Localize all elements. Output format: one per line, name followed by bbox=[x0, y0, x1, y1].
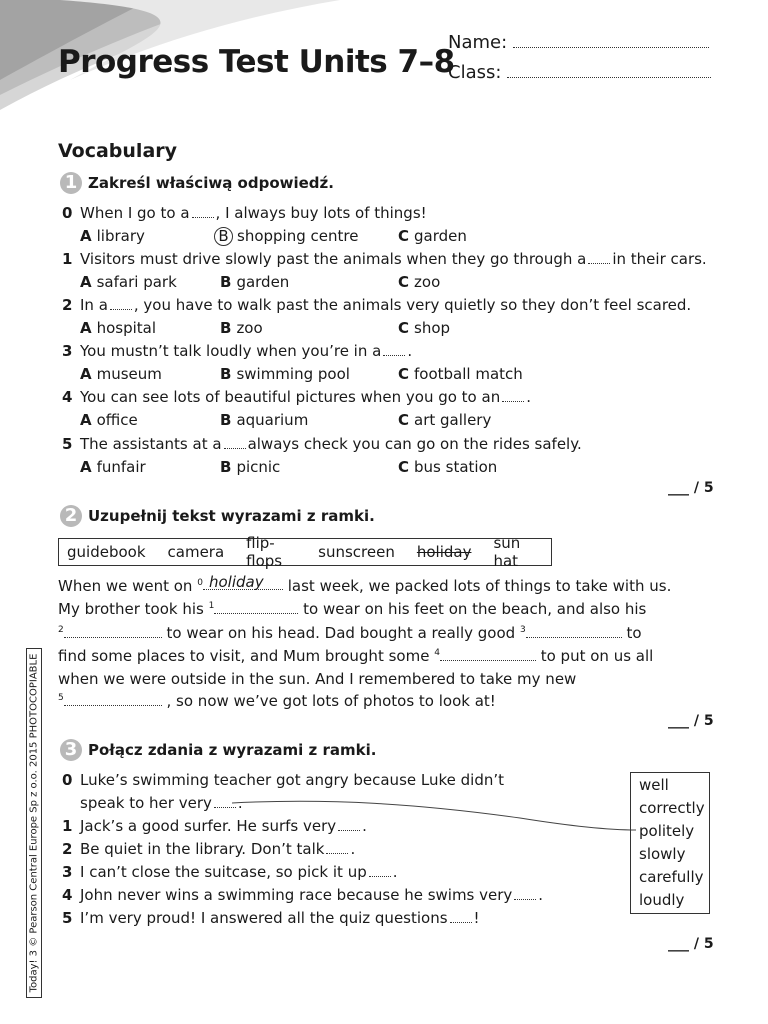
task2-text-line-3: $^2$ to wear on his head. Dad bought a really good $^3$ to bbox=[58, 624, 642, 642]
word-box-item: politely bbox=[639, 822, 695, 840]
option-c[interactable]: C zoo bbox=[398, 273, 441, 291]
question-text: . bbox=[407, 342, 413, 360]
word-box-item: carefully bbox=[639, 868, 704, 886]
answer-gap[interactable] bbox=[502, 389, 524, 402]
answer-gap-3[interactable] bbox=[526, 625, 622, 638]
page-title: Progress Test Units 7–8 bbox=[58, 44, 455, 80]
question-text: Visitors must drive slowly past the animals when they go through a bbox=[80, 250, 587, 268]
task1-instruction: Zakreśl właściwą odpowiedź. bbox=[88, 174, 334, 192]
task2-text-line-6: $^5$ , so now we’ve got lots of photos to look at! bbox=[58, 692, 496, 710]
word-box-item-used: holiday bbox=[416, 543, 472, 561]
option-a[interactable]: A safari park bbox=[80, 273, 177, 291]
option-b[interactable]: B swimming pool bbox=[220, 365, 350, 383]
question-text: in their cars. bbox=[612, 250, 707, 268]
word-box-item: sun hat bbox=[493, 534, 521, 570]
option-c[interactable]: C art gallery bbox=[398, 411, 492, 429]
question-text: , I always buy lots of things! bbox=[215, 204, 427, 222]
option-a[interactable]: A library bbox=[80, 227, 145, 245]
question-text: When I go to a bbox=[80, 204, 190, 222]
task3-score: ___ / 5 bbox=[668, 936, 714, 952]
word-box-item: loudly bbox=[639, 891, 685, 909]
option-c[interactable]: C shop bbox=[398, 319, 451, 337]
task2-heading bbox=[60, 505, 375, 527]
answer-gap[interactable] bbox=[110, 297, 132, 310]
footer-copyright bbox=[26, 648, 42, 998]
task2-number-icon: 2 bbox=[60, 505, 82, 527]
task2-text-line-4: find some places to visit, and Mum brought some $^4$ to put on us all bbox=[58, 647, 654, 665]
task2-instruction: Uzupełnij tekst wyrazami z ramki. bbox=[88, 507, 375, 525]
option-a[interactable]: A hospital bbox=[80, 319, 157, 337]
item-number: 3 bbox=[62, 342, 73, 360]
task2-score: ___ / 5 bbox=[668, 713, 714, 729]
task2-text-line-5: when we were outside in the sun. And I remembered to take my new bbox=[58, 670, 577, 688]
answer-gap-2[interactable] bbox=[64, 625, 162, 638]
question-text: You mustn’t talk loudly when you’re in a bbox=[80, 342, 382, 360]
item-number: 0 bbox=[62, 204, 73, 222]
task3-word-box bbox=[630, 772, 710, 914]
question-text: , you have to walk past the animals very quietly so they don’t feel scared. bbox=[133, 296, 692, 314]
word-box-item: guidebook bbox=[67, 543, 146, 561]
word-box-item: well bbox=[639, 776, 669, 794]
answer-gap[interactable] bbox=[338, 818, 360, 831]
question-text: always check you can go on the rides safely. bbox=[247, 435, 582, 453]
option-c[interactable]: C garden bbox=[398, 227, 467, 245]
option-b-circled[interactable]: B shopping centre bbox=[214, 227, 358, 246]
name-label: Name: bbox=[448, 32, 508, 53]
footer-text: Today! 3 © Pearson Central Europe Sp z o.o. 2015 PHOTOCOPIABLE bbox=[28, 653, 40, 993]
word-box-item: flip-flops bbox=[246, 534, 283, 570]
class-line[interactable] bbox=[507, 63, 711, 78]
task3-heading bbox=[60, 739, 376, 761]
item-number: 5 bbox=[62, 435, 73, 453]
question-text: . bbox=[526, 388, 531, 406]
option-c[interactable]: C football match bbox=[398, 365, 523, 383]
answer-gap[interactable] bbox=[383, 343, 405, 356]
item-number: 4 bbox=[62, 388, 73, 406]
option-b[interactable]: B picnic bbox=[220, 458, 281, 476]
answer-gap-4[interactable] bbox=[440, 648, 536, 661]
question-text: In a bbox=[80, 296, 108, 314]
option-b[interactable]: B garden bbox=[220, 273, 290, 291]
question-text: You can see lots of beautiful pictures when you go to an bbox=[80, 388, 501, 406]
class-label: Class: bbox=[448, 62, 502, 83]
task1-score: ___ / 5 bbox=[668, 480, 714, 496]
option-a[interactable]: A funfair bbox=[80, 458, 146, 476]
answer-gap[interactable] bbox=[450, 910, 472, 923]
section-title: Vocabulary bbox=[58, 140, 178, 162]
task3-number-icon: 3 bbox=[60, 739, 82, 761]
word-box-item: camera bbox=[167, 543, 225, 561]
item-number: 1 bbox=[62, 250, 73, 268]
class-field[interactable] bbox=[448, 62, 711, 83]
word-box-item: slowly bbox=[639, 845, 686, 863]
word-box-item: correctly bbox=[639, 799, 705, 817]
answer-gap[interactable] bbox=[224, 436, 246, 449]
answer-gap[interactable] bbox=[514, 887, 536, 900]
name-field[interactable] bbox=[448, 32, 709, 53]
task1-heading bbox=[60, 172, 334, 194]
answer-gap[interactable] bbox=[588, 251, 610, 264]
name-line[interactable] bbox=[513, 33, 709, 48]
task1-number-icon: 1 bbox=[60, 172, 82, 194]
question-text: The assistants at a bbox=[80, 435, 222, 453]
item-number: 2 bbox=[62, 296, 73, 314]
answer-gap[interactable] bbox=[192, 205, 214, 218]
option-b[interactable]: B aquarium bbox=[220, 411, 309, 429]
option-b[interactable]: B zoo bbox=[220, 319, 263, 337]
task2-text-line-2: My brother took his $^1$ to wear on his feet on the beach, and also his bbox=[58, 600, 647, 618]
answer-gap[interactable] bbox=[369, 864, 391, 877]
word-box-item: sunscreen bbox=[318, 543, 395, 561]
answer-gap-5[interactable] bbox=[64, 693, 162, 706]
task2-word-box bbox=[58, 534, 552, 570]
task3-instruction: Połącz zdania z wyrazami z ramki. bbox=[88, 741, 377, 759]
answer-gap[interactable] bbox=[214, 795, 236, 808]
answer-gap[interactable] bbox=[326, 841, 348, 854]
option-a[interactable]: A museum bbox=[80, 365, 162, 383]
option-a[interactable]: A office bbox=[80, 411, 138, 429]
task2-text-line-1: When we went on $^0$ holiday last week, we packed lots of things to take with us. bbox=[58, 573, 672, 595]
answer-gap-1[interactable] bbox=[214, 601, 298, 614]
example-gap: holiday bbox=[203, 577, 283, 590]
option-c[interactable]: C bus station bbox=[398, 458, 498, 476]
circled-letter-icon: B bbox=[214, 227, 233, 246]
